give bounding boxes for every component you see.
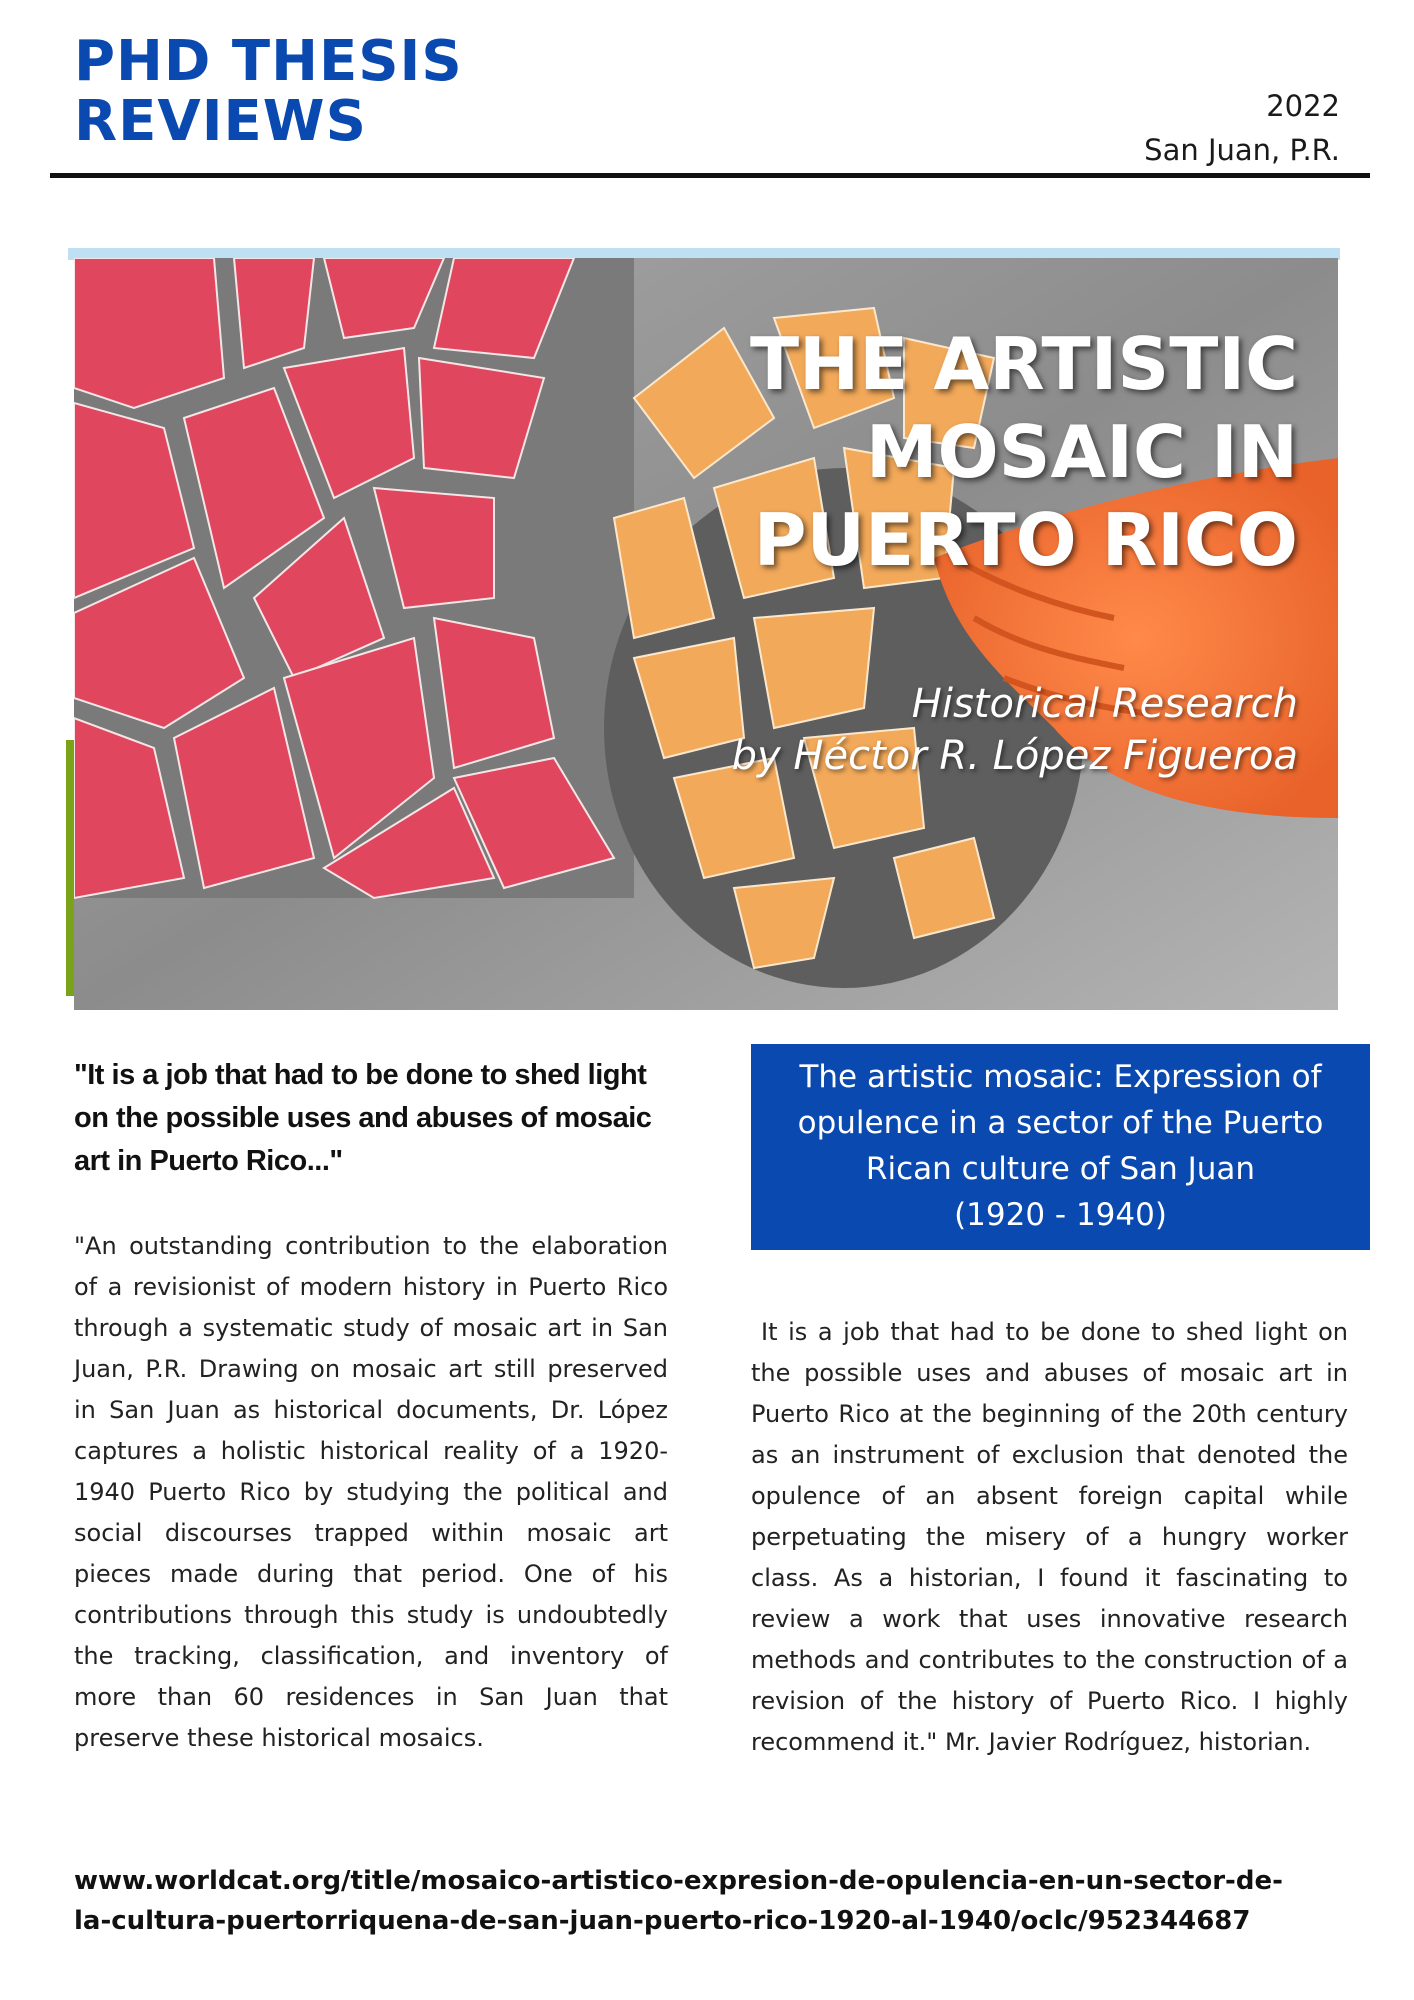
thesis-title-line-3: Rican culture of San Juan <box>865 1151 1256 1187</box>
hero-subtitle-line-2: by Héctor R. López Figueroa <box>731 733 1298 779</box>
worldcat-link-line-1[interactable]: www.worldcat.org/title/mosaico-artistico-expresion-de-opulencia-en-un-sector-de- <box>74 1866 1283 1896</box>
publication-title-line-1: PHD THESIS <box>74 29 463 94</box>
publication-location: San Juan, P.R. <box>1144 133 1340 167</box>
right-body-text: It is a job that had to be done to shed light on the possible uses and abuses of mosaic art in Puerto Rico at the beginning of the 20th century as an instrument of exclusion that denoted the opulence of an absent foreign capital while perpetuating the misery of a hungry worker class. As a historian, I found it fascinating to review a work that uses innovative research methods and contributes to the construction of a revision of the history of Puerto Rico. I highly recommend it." Mr. Javier Rodríguez, historian. <box>751 1318 1348 1756</box>
left-body-text: "An outstanding contribution to the elaboration of a revisionist of modern history in Puerto Rico through a systematic study of mosaic art in San Juan, P.R. Drawing on mosaic art still preserved in San Juan as historical documents, Dr. López captures a holistic historical reality of a 1920-1940 Puerto Rico by studying the political and social discourses trapped within mosaic art pieces made during that period. One of his contributions through this study is undoubtedly the tracking, classification, and inventory of more than 60 residences in San Juan that preserve these historical mosaics. <box>74 1232 668 1752</box>
hero-title-line-1: THE ARTISTIC <box>749 322 1298 406</box>
thesis-title-line-1: The artistic mosaic: Expression of <box>799 1059 1322 1095</box>
header-divider <box>50 173 1370 178</box>
thesis-title-line-2: opulence in a sector of the Puerto <box>797 1105 1324 1141</box>
hero-subtitle-line-1: Historical Research <box>911 681 1298 727</box>
publication-year: 2022 <box>1266 89 1340 123</box>
hero-subtitle <box>732 678 1298 782</box>
hero-title-line-3: PUERTO RICO <box>753 498 1298 582</box>
publication-title-line-2: REVIEWS <box>74 89 367 154</box>
hero-banner <box>74 258 1338 1010</box>
hero-title-line-2: MOSAIC IN <box>865 410 1298 494</box>
publication-title <box>74 29 463 154</box>
red-tile <box>74 258 224 408</box>
thesis-title-box <box>751 1044 1370 1250</box>
publication-meta <box>1144 84 1340 172</box>
hero-title <box>750 320 1298 584</box>
thesis-title-line-4: (1920 - 1940) <box>954 1197 1167 1233</box>
hero-side-accent <box>66 740 74 996</box>
worldcat-link-line-2[interactable]: la-cultura-puertorriquena-de-san-juan-puerto-rico-1920-al-1940/oclc/952344687 <box>74 1906 1251 1936</box>
worldcat-link[interactable] <box>74 1861 1364 1941</box>
pull-quote: "It is a job that had to be done to shed light on the possible uses and abuses of mosaic art in Puerto Rico..." <box>74 1059 652 1177</box>
